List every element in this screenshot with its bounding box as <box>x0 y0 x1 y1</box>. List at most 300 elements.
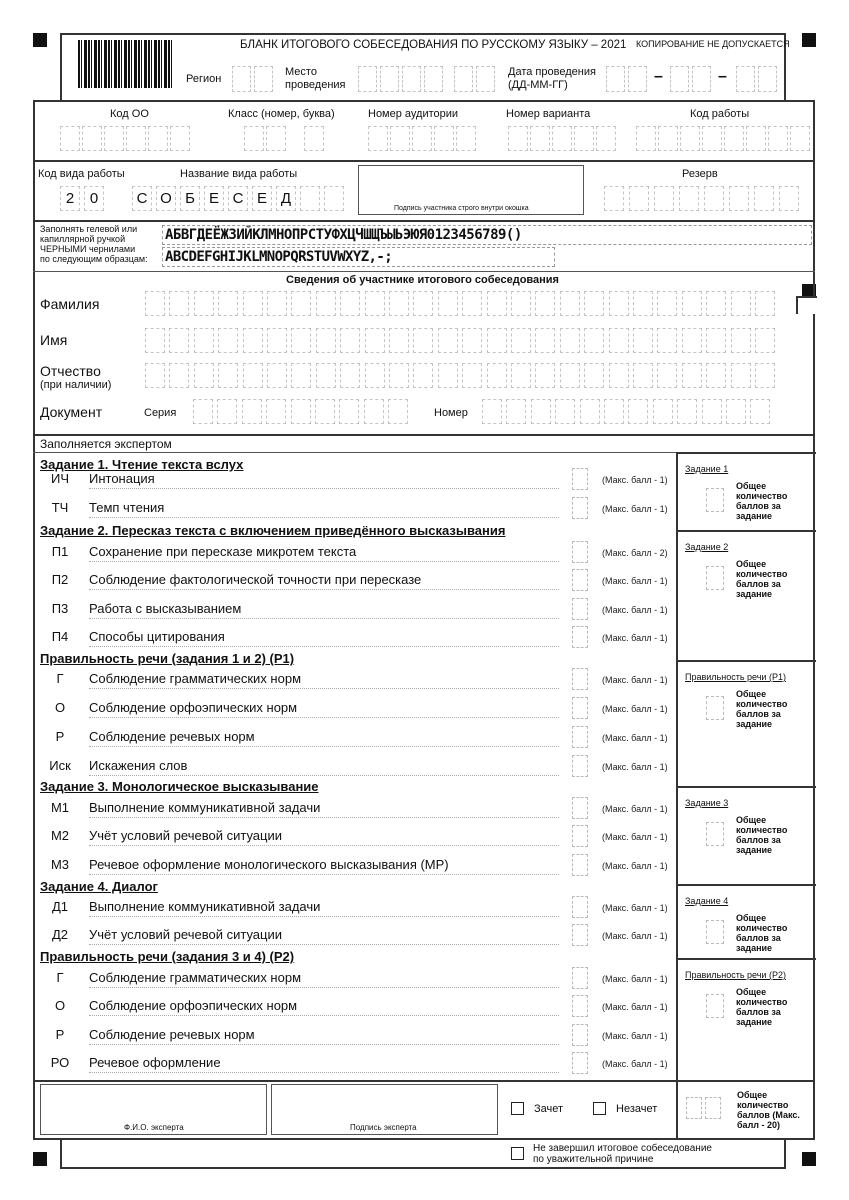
name-label: Имя <box>40 332 68 348</box>
criterion-max-score: (Макс. балл - 1) <box>602 1002 668 1012</box>
summary-title: Задание 4 <box>685 896 729 906</box>
criterion-max-score: (Макс. балл - 1) <box>602 704 668 714</box>
participant-cell[interactable] <box>340 328 360 353</box>
criterion-text: Учёт условий речевой ситуации <box>89 927 282 942</box>
participant-cell[interactable] <box>413 328 433 353</box>
task-summary <box>676 452 816 530</box>
date-cell[interactable] <box>628 66 647 92</box>
document-number-cell[interactable] <box>531 399 551 424</box>
participant-cell[interactable] <box>316 291 336 316</box>
criterion-score-cell[interactable] <box>572 967 588 989</box>
criterion-score-cell[interactable] <box>572 569 588 591</box>
criterion-leader <box>89 561 559 562</box>
participant-cell[interactable] <box>243 363 263 388</box>
code-cell[interactable] <box>126 126 146 151</box>
criterion-score-cell[interactable] <box>572 797 588 819</box>
criterion-text: Соблюдение грамматических норм <box>89 970 302 985</box>
criterion-code: Г <box>56 970 64 985</box>
instruction-text: капиллярной ручкой <box>40 234 126 244</box>
work-type-name-cell[interactable]: О <box>156 186 176 211</box>
code-cell[interactable] <box>434 126 454 151</box>
reserve-cell[interactable] <box>654 186 674 211</box>
participant-cell[interactable] <box>462 328 482 353</box>
participant-cell[interactable] <box>657 291 677 316</box>
pass-checkbox[interactable] <box>511 1102 524 1115</box>
alignment-marker <box>802 1152 816 1166</box>
document-label: Документ <box>40 404 103 420</box>
criterion-text: Способы цитирования <box>89 629 225 644</box>
criterion-leader <box>89 688 559 689</box>
work-type-name-cell[interactable]: Е <box>252 186 272 211</box>
date-dash: – <box>654 68 663 85</box>
code-cell[interactable] <box>456 126 476 151</box>
participant-cell[interactable] <box>169 328 189 353</box>
summary-title: Задание 2 <box>685 542 729 552</box>
criterion-text: Сохранение при пересказе микротем текста <box>89 544 357 559</box>
participant-cell[interactable] <box>609 363 629 388</box>
code-cell[interactable] <box>530 126 550 151</box>
criterion-score-cell[interactable] <box>572 726 588 748</box>
summary-score-cell[interactable] <box>706 488 724 512</box>
place-cell[interactable] <box>424 66 443 92</box>
reserve-cell[interactable] <box>604 186 624 211</box>
document-number-cell[interactable] <box>677 399 697 424</box>
participant-cell[interactable] <box>584 363 604 388</box>
code-cell[interactable] <box>244 126 264 151</box>
participant-cell[interactable] <box>731 363 751 388</box>
criterion-max-score: (Макс. балл - 1) <box>602 861 668 871</box>
criterion-code: О <box>54 998 66 1013</box>
participant-cell[interactable] <box>560 291 580 316</box>
participant-cell[interactable] <box>438 328 458 353</box>
date-cell[interactable] <box>736 66 755 92</box>
code-cell[interactable] <box>680 126 700 151</box>
participant-cell[interactable] <box>731 328 751 353</box>
participant-cell[interactable] <box>682 363 702 388</box>
criterion-leader <box>89 845 559 846</box>
participant-cell[interactable] <box>731 291 751 316</box>
criterion-score-cell[interactable] <box>572 697 588 719</box>
participant-cell[interactable] <box>169 363 189 388</box>
document-number-cell[interactable] <box>726 399 746 424</box>
place-label: проведения <box>285 79 346 91</box>
participant-cell[interactable] <box>291 291 311 316</box>
summary-score-cell[interactable] <box>706 696 724 720</box>
participant-cell[interactable] <box>267 291 287 316</box>
task-title: Задание 1. Чтение текста вслух <box>40 457 244 472</box>
code-cell[interactable] <box>266 126 286 151</box>
criterion-max-score: (Макс. балл - 1) <box>602 504 668 514</box>
task-title: Правильность речи (задания 3 и 4) (Р2) <box>40 949 295 964</box>
participant-cell[interactable] <box>633 328 653 353</box>
date-cell[interactable] <box>670 66 689 92</box>
place-cell[interactable] <box>358 66 377 92</box>
code-cell[interactable] <box>574 126 594 151</box>
summary-score-cell[interactable] <box>706 994 724 1018</box>
participant-cell[interactable] <box>584 328 604 353</box>
class-label: Класс (номер, буква) <box>228 108 335 120</box>
criterion-leader <box>89 1072 559 1073</box>
criterion-text: Выполнение коммуникативной задачи <box>89 899 321 914</box>
reserve-cell[interactable] <box>679 186 699 211</box>
summary-title: Задание 1 <box>685 464 729 474</box>
participant-cell[interactable] <box>706 291 726 316</box>
no-copy-note: КОПИРОВАНИЕ НЕ ДОПУСКАЕТСЯ <box>636 39 790 49</box>
barcode <box>78 40 174 88</box>
criterion-text: Соблюдение грамматических норм <box>89 671 302 686</box>
code-cell[interactable] <box>702 126 722 151</box>
place-label: Место <box>285 66 317 78</box>
document-series-cell[interactable] <box>193 399 213 424</box>
criterion-score-cell[interactable] <box>572 755 588 777</box>
reserve-label: Резерв <box>682 168 718 180</box>
participant-cell[interactable] <box>291 328 311 353</box>
reserve-cell[interactable] <box>779 186 799 211</box>
criterion-leader <box>89 517 559 518</box>
criterion-text: Работа с высказыванием <box>89 601 242 616</box>
participant-cell[interactable] <box>365 328 385 353</box>
criterion-score-cell[interactable] <box>572 924 588 946</box>
series-label: Серия <box>144 407 177 419</box>
pass-label: Зачет <box>534 1103 564 1115</box>
participant-cell[interactable] <box>340 291 360 316</box>
criterion-max-score: (Макс. балл - 1) <box>602 605 668 615</box>
participant-cell[interactable] <box>682 291 702 316</box>
document-number-cell[interactable] <box>750 399 770 424</box>
participant-cell[interactable] <box>365 363 385 388</box>
task-title: Задание 4. Диалог <box>40 879 158 894</box>
participant-cell[interactable] <box>462 291 482 316</box>
criterion-leader <box>89 916 559 917</box>
summary-title: Правильность речи (Р2) <box>685 970 786 980</box>
code-cell[interactable] <box>60 126 80 151</box>
participant-cell[interactable] <box>389 363 409 388</box>
code-cell[interactable] <box>552 126 572 151</box>
expert-name-label: Ф.И.О. эксперта <box>124 1123 184 1132</box>
criterion-max-score: (Макс. балл - 1) <box>602 733 668 743</box>
participant-cell[interactable] <box>389 328 409 353</box>
participant-cell[interactable] <box>438 291 458 316</box>
participant-cell[interactable] <box>218 328 238 353</box>
participant-cell[interactable] <box>267 363 287 388</box>
work-type-code-cell[interactable]: 2 <box>60 186 80 211</box>
not-finished-checkbox[interactable] <box>511 1147 524 1160</box>
participant-cell[interactable] <box>169 291 189 316</box>
work-type-code-label: Код вида работы <box>38 168 125 180</box>
participant-cell[interactable] <box>682 328 702 353</box>
criterion-code: Р <box>55 1027 65 1042</box>
participant-cell[interactable] <box>755 328 775 353</box>
criterion-leader <box>89 717 559 718</box>
work-type-name-cell[interactable]: Д <box>276 186 296 211</box>
criterion-max-score: (Макс. балл - 1) <box>602 974 668 984</box>
alignment-marker <box>802 33 816 47</box>
participant-cell[interactable] <box>609 291 629 316</box>
criterion-leader <box>89 1044 559 1045</box>
participant-cell[interactable] <box>389 291 409 316</box>
work-code-label: Код работы <box>690 108 750 120</box>
participant-cell[interactable] <box>657 363 677 388</box>
task-summary <box>676 884 816 958</box>
criterion-code: Д1 <box>51 899 69 914</box>
criterion-code: П2 <box>51 572 69 587</box>
criterion-score-cell[interactable] <box>572 497 588 519</box>
criterion-max-score: (Макс. балл - 1) <box>602 804 668 814</box>
alignment-marker <box>33 1152 47 1166</box>
summary-desc: Общее количество баллов за задание <box>736 559 788 599</box>
work-type-name-cell[interactable]: С <box>132 186 152 211</box>
criterion-text: Выполнение коммуникативной задачи <box>89 800 321 815</box>
participant-cell[interactable] <box>511 291 531 316</box>
summary-score-cell[interactable] <box>706 822 724 846</box>
participant-cell[interactable] <box>413 291 433 316</box>
code-cell[interactable] <box>304 126 324 151</box>
criterion-code: Р <box>55 729 65 744</box>
criterion-score-cell[interactable] <box>572 854 588 876</box>
criterion-score-cell[interactable] <box>572 1024 588 1046</box>
summary-desc: Общее количество баллов за задание <box>736 689 788 729</box>
criterion-score-cell[interactable] <box>572 896 588 918</box>
code-cell[interactable] <box>658 126 678 151</box>
participant-cell[interactable] <box>511 328 531 353</box>
document-number-cell[interactable] <box>604 399 624 424</box>
reserve-cell[interactable] <box>704 186 724 211</box>
participant-cell[interactable] <box>413 363 433 388</box>
document-number-cell[interactable] <box>580 399 600 424</box>
document-series-cell[interactable] <box>217 399 237 424</box>
criterion-text: Соблюдение речевых норм <box>89 1027 255 1042</box>
participant-cell[interactable] <box>145 328 165 353</box>
work-type-name-cell[interactable] <box>300 186 320 211</box>
reserve-cell[interactable] <box>754 186 774 211</box>
criterion-text: Соблюдение орфоэпических норм <box>89 998 298 1013</box>
participant-cell[interactable] <box>365 291 385 316</box>
participant-heading: Сведения об участнике итогового собеседования <box>286 274 559 286</box>
date-cell[interactable] <box>758 66 777 92</box>
date-label: Дата проведения <box>508 66 596 78</box>
participant-cell[interactable] <box>633 363 653 388</box>
summary-score-cell[interactable] <box>706 566 724 590</box>
participant-cell[interactable] <box>487 291 507 316</box>
date-cell[interactable] <box>692 66 711 92</box>
summary-desc: Общее количество баллов за задание <box>736 913 788 953</box>
patronymic-note: (при наличии) <box>40 379 112 391</box>
criterion-code: М2 <box>50 828 70 843</box>
code-cell[interactable] <box>148 126 168 151</box>
criterion-score-cell[interactable] <box>572 626 588 648</box>
criterion-code: П3 <box>51 601 69 616</box>
code-cell[interactable] <box>368 126 388 151</box>
work-type-name-label: Название вида работы <box>180 168 298 180</box>
work-type-code-cell[interactable]: 0 <box>84 186 104 211</box>
code-cell[interactable] <box>390 126 410 151</box>
participant-cell[interactable] <box>633 291 653 316</box>
criterion-leader <box>89 817 559 818</box>
criterion-score-cell[interactable] <box>572 995 588 1017</box>
document-number-cell[interactable] <box>482 399 502 424</box>
task-title: Задание 2. Пересказ текста с включением приведённого высказывания <box>40 523 506 538</box>
participant-cell[interactable] <box>657 328 677 353</box>
code-cell[interactable] <box>170 126 190 151</box>
criterion-code: ТЧ <box>51 500 69 515</box>
document-series-cell[interactable] <box>266 399 286 424</box>
org-code-label: Код ОО <box>110 108 149 120</box>
participant-cell[interactable] <box>267 328 287 353</box>
participant-cell[interactable] <box>145 363 165 388</box>
document-number-cell[interactable] <box>555 399 575 424</box>
document-number-cell[interactable] <box>702 399 722 424</box>
criterion-leader <box>89 1015 559 1016</box>
work-type-name-cell[interactable]: Б <box>180 186 200 211</box>
participant-cell[interactable] <box>243 291 263 316</box>
document-number-cell[interactable] <box>653 399 673 424</box>
criterion-score-cell[interactable] <box>572 825 588 847</box>
criterion-max-score: (Макс. балл - 1) <box>602 1031 668 1041</box>
room-label: Номер аудитории <box>368 108 459 120</box>
code-cell[interactable] <box>746 126 766 151</box>
total-score-cell[interactable] <box>686 1097 702 1119</box>
participant-cell[interactable] <box>243 328 263 353</box>
participant-cell[interactable] <box>316 363 336 388</box>
region-cell[interactable] <box>232 66 251 92</box>
criterion-leader <box>89 944 559 945</box>
participant-cell[interactable] <box>487 328 507 353</box>
participant-cell[interactable] <box>755 363 775 388</box>
task-summary <box>676 530 816 660</box>
task-title: Задание 3. Монологическое высказывание <box>40 779 319 794</box>
reserve-cell[interactable] <box>629 186 649 211</box>
participant-cell[interactable] <box>194 291 214 316</box>
code-cell[interactable] <box>790 126 810 151</box>
summary-desc: Общее количество баллов за задание <box>736 481 788 521</box>
sample-latin: ABCDEFGHIJKLMNOPQRSTUVWXYZ,-; <box>165 249 393 265</box>
summary-score-cell[interactable] <box>706 920 724 944</box>
work-type-name-cell[interactable]: Е <box>204 186 224 211</box>
code-cell[interactable] <box>412 126 432 151</box>
participant-cell[interactable] <box>560 363 580 388</box>
code-cell[interactable] <box>508 126 528 151</box>
document-series-cell[interactable] <box>291 399 311 424</box>
participant-cell[interactable] <box>194 328 214 353</box>
place-cell[interactable] <box>476 66 495 92</box>
participant-cell[interactable] <box>316 328 336 353</box>
code-cell[interactable] <box>596 126 616 151</box>
criterion-leader <box>89 589 559 590</box>
work-type-name-cell[interactable]: С <box>228 186 248 211</box>
date-cell[interactable] <box>606 66 625 92</box>
criterion-max-score: (Макс. балл - 1) <box>602 762 668 772</box>
fail-checkbox[interactable] <box>593 1102 606 1115</box>
participant-cell[interactable] <box>511 363 531 388</box>
participant-cell[interactable] <box>706 363 726 388</box>
document-series-cell[interactable] <box>388 399 408 424</box>
not-finished-label: Не завершил итоговое собеседование <box>533 1143 712 1154</box>
participant-cell[interactable] <box>755 291 775 316</box>
code-cell[interactable] <box>636 126 656 151</box>
participant-cell[interactable] <box>535 291 555 316</box>
participant-cell[interactable] <box>340 363 360 388</box>
surname-label: Фамилия <box>40 296 100 312</box>
code-cell[interactable] <box>82 126 102 151</box>
participant-cell[interactable] <box>438 363 458 388</box>
criterion-score-cell[interactable] <box>572 668 588 690</box>
summary-title: Задание 3 <box>685 798 729 808</box>
criterion-text: Темп чтения <box>89 500 165 515</box>
criterion-text: Соблюдение фактологической точности при пересказе <box>89 572 422 587</box>
criterion-max-score: (Макс. балл - 1) <box>602 903 668 913</box>
region-label: Регион <box>186 73 222 85</box>
participant-cell[interactable] <box>535 363 555 388</box>
participant-cell[interactable] <box>487 363 507 388</box>
date-label: (ДД-ММ-ГГ) <box>508 79 568 91</box>
document-series-cell[interactable] <box>364 399 384 424</box>
criterion-leader <box>89 987 559 988</box>
criterion-code: М1 <box>50 800 70 815</box>
place-cell[interactable] <box>380 66 399 92</box>
participant-cell[interactable] <box>145 291 165 316</box>
criterion-text: Искажения слов <box>89 758 188 773</box>
participant-cell[interactable] <box>291 363 311 388</box>
participant-cell[interactable] <box>609 328 629 353</box>
instruction-text: Заполнять гелевой или <box>40 224 138 234</box>
document-series-cell[interactable] <box>242 399 262 424</box>
criterion-leader <box>89 488 559 489</box>
criterion-code: М3 <box>50 857 70 872</box>
document-series-cell[interactable] <box>315 399 335 424</box>
criterion-score-cell[interactable] <box>572 1052 588 1074</box>
criterion-score-cell[interactable] <box>572 468 588 490</box>
form-title: БЛАНК ИТОГОВОГО СОБЕСЕДОВАНИЯ ПО РУССКОМУ ЯЗЫКУ – 2021 <box>240 39 627 51</box>
participant-cell[interactable] <box>560 328 580 353</box>
code-cell[interactable] <box>768 126 788 151</box>
participant-cell[interactable] <box>584 291 604 316</box>
participant-cell[interactable] <box>462 363 482 388</box>
criterion-score-cell[interactable] <box>572 598 588 620</box>
work-type-name-cell[interactable] <box>324 186 344 211</box>
total-score-cell[interactable] <box>705 1097 721 1119</box>
criterion-max-score: (Макс. балл - 2) <box>602 548 668 558</box>
document-series-cell[interactable] <box>339 399 359 424</box>
patronymic-label: Отчество <box>40 363 101 379</box>
criterion-max-score: (Макс. балл - 1) <box>602 675 668 685</box>
participant-cell[interactable] <box>218 291 238 316</box>
reserve-cell[interactable] <box>729 186 749 211</box>
place-cell[interactable] <box>402 66 421 92</box>
criterion-max-score: (Макс. балл - 1) <box>602 576 668 586</box>
document-number-cell[interactable] <box>506 399 526 424</box>
participant-cell[interactable] <box>535 328 555 353</box>
not-finished-label: по уважительной причине <box>533 1154 654 1165</box>
task-summary <box>676 660 816 786</box>
place-cell[interactable] <box>454 66 473 92</box>
number-label: Номер <box>434 407 468 419</box>
participant-cell[interactable] <box>194 363 214 388</box>
criterion-text: Речевое оформление монологического высказывания (МР) <box>89 857 449 872</box>
participant-cell[interactable] <box>706 328 726 353</box>
variant-label: Номер варианта <box>506 108 591 120</box>
expert-signature-label: Подпись эксперта <box>350 1123 417 1132</box>
criterion-score-cell[interactable] <box>572 541 588 563</box>
code-cell[interactable] <box>104 126 124 151</box>
task-summary <box>676 786 816 884</box>
criterion-max-score: (Макс. балл - 1) <box>602 832 668 842</box>
criterion-leader <box>89 646 559 647</box>
region-cell[interactable] <box>254 66 273 92</box>
document-number-cell[interactable] <box>628 399 648 424</box>
code-cell[interactable] <box>724 126 744 151</box>
participant-cell[interactable] <box>218 363 238 388</box>
criterion-code: П1 <box>51 544 69 559</box>
